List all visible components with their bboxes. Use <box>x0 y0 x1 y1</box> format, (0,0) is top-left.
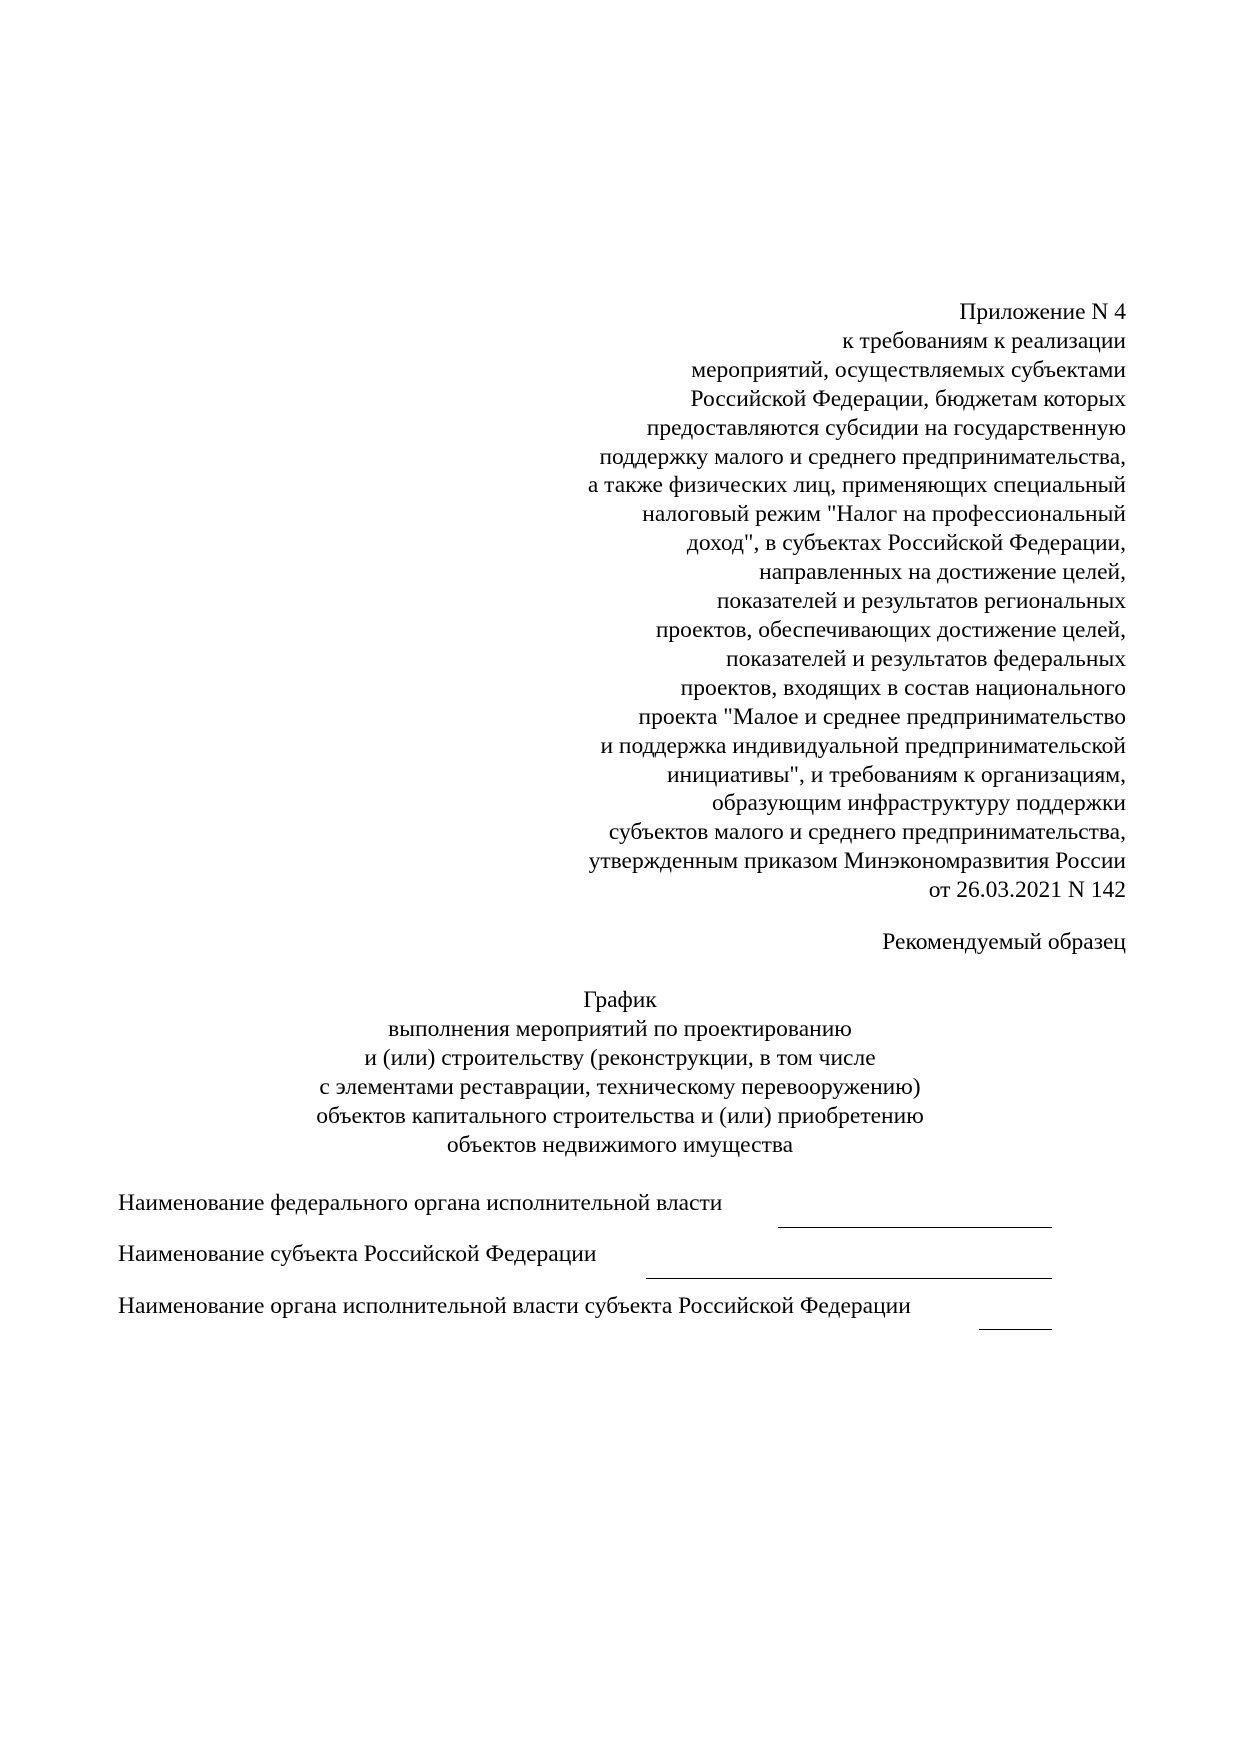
appendix-line: проекта "Малое и среднее предпринимательство <box>638 703 1126 730</box>
appendix-line: проектов, обеспечивающих достижение целей, <box>655 616 1126 643</box>
title-line: выполнения мероприятий по проектированию <box>388 1016 852 1042</box>
title-line: объектов капитального строительства и (или) приобретению <box>316 1103 924 1129</box>
appendix-line: мероприятий, осуществляемых субъектами <box>691 356 1126 383</box>
field-label-federal-body: Наименование федерального органа исполнительной власти <box>118 1190 723 1216</box>
appendix-line: Российской Федерации, бюджетам которых <box>690 385 1126 412</box>
appendix-header <box>406 298 1126 905</box>
appendix-line: доход", в субъектах Российской Федерации, <box>686 530 1126 557</box>
title-line: с элементами реставрации, техническому перевооружению) <box>319 1074 921 1100</box>
appendix-line: образующим инфраструктуру поддержки <box>712 790 1126 817</box>
appendix-line: субъектов малого и среднего предпринимательства, <box>608 819 1126 846</box>
appendix-line: налоговый режим "Налог на профессиональный <box>642 501 1126 528</box>
title-heading: График <box>583 987 657 1013</box>
field-label-subject: Наименование субъекта Российской Федерации <box>118 1241 597 1267</box>
appendix-line: и поддержка индивидуальной предпринимательской <box>600 732 1126 759</box>
appendix-line: к требованиям к реализации <box>842 327 1126 354</box>
appendix-line: показателей и результатов региональных <box>716 588 1126 615</box>
appendix-line: проектов, входящих в состав национального <box>680 674 1126 701</box>
appendix-line: Приложение N 4 <box>959 299 1126 325</box>
appendix-line: предоставляются субсидии на государственную <box>646 414 1126 441</box>
recommended-sample-label: Рекомендуемый образец <box>882 929 1126 955</box>
document-title <box>240 986 1000 1160</box>
appendix-line: а также физических лиц, применяющих специальный <box>587 472 1126 499</box>
field-line-subject[interactable] <box>646 1278 1052 1279</box>
appendix-line: от 26.03.2021 N 142 <box>928 877 1126 904</box>
appendix-line: утвержденным приказом Минэкономразвития России <box>588 848 1126 875</box>
title-line: и (или) строительству (реконструкции, в том числе <box>364 1045 876 1071</box>
field-line-subject-executive-body[interactable] <box>979 1329 1052 1330</box>
appendix-line: направленных на достижение целей, <box>759 559 1126 586</box>
appendix-line: поддержку малого и среднего предпринимательства, <box>599 443 1126 470</box>
appendix-line: инициативы", и требованиям к организациям, <box>666 761 1126 788</box>
appendix-line: показателей и результатов федеральных <box>726 645 1126 672</box>
title-line: объектов недвижимого имущества <box>446 1132 794 1158</box>
field-label-subject-executive-body: Наименование органа исполнительной власти субъекта Российской Федерации <box>118 1293 911 1319</box>
field-line-federal-body[interactable] <box>778 1227 1052 1228</box>
